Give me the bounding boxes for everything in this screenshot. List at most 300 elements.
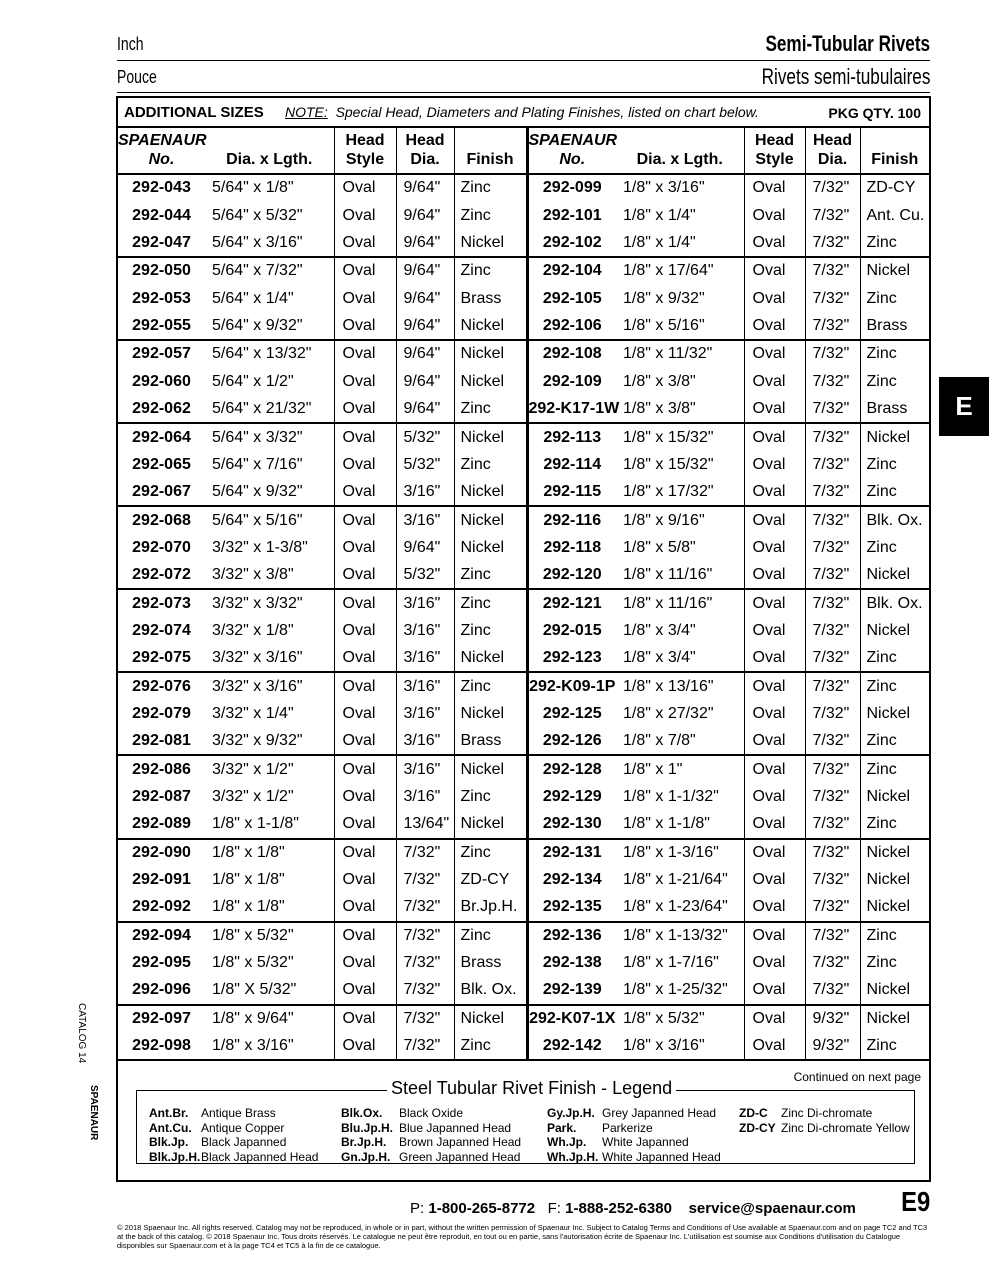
part-number-cell: 292-074	[132, 621, 191, 639]
part-number-cell: 292-129	[527, 783, 616, 811]
head-style-cell: Oval	[744, 839, 805, 867]
legend-entry	[149, 1150, 318, 1165]
head-dia-cell: 3/16"	[396, 589, 454, 617]
part-number-cell: 292-092	[118, 894, 205, 922]
legend-entry	[149, 1121, 318, 1136]
finish-cell: ZD-CY	[860, 174, 929, 202]
part-number-cell: 292-073	[132, 594, 191, 612]
part-number-cell: 292-060	[132, 372, 191, 390]
finish-cell: Nickel	[860, 783, 929, 811]
head-style-cell: Oval	[744, 479, 805, 507]
table-row	[118, 534, 929, 562]
phone-number: 1-800-265-8772	[428, 1200, 536, 1217]
head-style-cell: Oval	[744, 894, 805, 922]
part-number-cell: 292-116	[527, 506, 616, 534]
head-dia-cell: 9/64"	[396, 174, 454, 202]
dia-length-cell: 1/8" x 1"	[623, 760, 683, 778]
head-dia-cell: 7/32"	[805, 451, 860, 479]
part-number-cell: 292-089	[118, 811, 205, 839]
table-row	[118, 423, 929, 451]
table-row	[118, 645, 929, 673]
table-row	[118, 229, 929, 257]
head-dia-cell: 7/32"	[805, 257, 860, 285]
dia-length-cell: 1/8" x 15/32"	[623, 455, 714, 473]
table-row	[118, 479, 929, 507]
head-style-cell: Oval	[744, 174, 805, 202]
head-style-cell: Oval	[744, 396, 805, 424]
table-row	[118, 506, 929, 534]
head-dia-cell: 7/32"	[805, 839, 860, 867]
col-header-finish: Finish	[454, 128, 527, 174]
legend-entry	[547, 1106, 721, 1121]
finish-cell: Nickel	[860, 866, 929, 894]
head-dia-cell: 3/16"	[396, 506, 454, 534]
finish-cell: ZD-CY	[454, 866, 527, 894]
part-number-cell: 292-068	[132, 511, 191, 529]
head-dia-cell: 7/32"	[805, 728, 860, 756]
legend-description: Parkerize	[602, 1120, 653, 1135]
head-dia-cell: 3/16"	[396, 479, 454, 507]
part-number-cell: 292-104	[527, 257, 616, 285]
dia-length-cell: 3/32" x 3/16"	[212, 677, 303, 695]
dia-length-cell: 1/8" x 3/8"	[623, 372, 696, 390]
finish-cell: Zinc	[454, 202, 527, 230]
head-dia-cell: 9/64"	[396, 229, 454, 257]
table-row	[118, 340, 929, 368]
dia-length-cell: 1/8" x 27/32"	[623, 704, 714, 722]
col-header-dia-length: Dia. x Lgth.	[616, 128, 744, 174]
head-style-cell: Oval	[744, 617, 805, 645]
head-dia-cell: 7/32"	[396, 949, 454, 977]
head-dia-cell: 3/16"	[396, 783, 454, 811]
table-row	[118, 866, 929, 894]
head-dia-cell: 7/32"	[805, 285, 860, 313]
legend-abbreviation: Gy.Jp.H.	[547, 1106, 595, 1120]
legend-column	[739, 1106, 910, 1135]
finish-cell: Brass	[860, 312, 929, 340]
legend-column	[341, 1106, 521, 1164]
head-style-cell: Oval	[744, 1032, 805, 1060]
finish-legend	[136, 1078, 915, 1164]
finish-cell: Brass	[454, 949, 527, 977]
dia-length-cell: 1/8" x 9/32"	[623, 289, 705, 307]
part-number-cell: 292-139	[527, 977, 616, 1005]
head-style-cell: Oval	[744, 257, 805, 285]
dia-length-cell: 5/64" x 7/16"	[212, 455, 303, 473]
head-style-cell: Oval	[334, 257, 396, 285]
legend-entry	[341, 1150, 521, 1165]
head-style-cell: Oval	[744, 368, 805, 396]
table-row	[118, 1032, 929, 1060]
head-dia-cell: 13/64"	[396, 811, 454, 839]
head-style-cell: Oval	[334, 174, 396, 202]
legend-description: Antique Brass	[201, 1106, 276, 1120]
head-style-cell: Oval	[334, 839, 396, 867]
head-dia-cell: 7/32"	[805, 949, 860, 977]
dia-length-cell: 3/32" x 1/2"	[212, 787, 294, 805]
legend-description: Antique Copper	[201, 1120, 285, 1135]
table-row	[118, 174, 929, 202]
finish-cell: Nickel	[454, 755, 527, 783]
head-style-cell: Oval	[334, 589, 396, 617]
head-dia-cell: 7/32"	[805, 202, 860, 230]
dia-length-cell: 1/8" x 1/4"	[623, 206, 696, 224]
dia-length-cell: 1/8" x 3/16"	[205, 1032, 334, 1060]
legend-entry	[739, 1121, 910, 1136]
legend-entry	[341, 1106, 521, 1121]
legend-column	[547, 1106, 721, 1164]
part-number-cell: 292-138	[527, 949, 616, 977]
head-style-cell: Oval	[744, 866, 805, 894]
head-dia-cell: 9/64"	[396, 396, 454, 424]
legend-description: Black Oxide	[399, 1106, 464, 1120]
legend-abbreviation: Br.Jp.H.	[341, 1135, 387, 1150]
part-number-cell: 292-095	[132, 954, 191, 972]
legend-description: White Japanned	[602, 1135, 689, 1150]
head-style-cell: Oval	[744, 312, 805, 340]
dia-length-cell: 1/8" x 3/16"	[616, 1032, 744, 1060]
head-dia-cell: 7/32"	[805, 368, 860, 396]
table-row	[118, 202, 929, 230]
finish-cell: Zinc	[454, 922, 527, 950]
fax-label: F:	[547, 1200, 561, 1217]
part-number-cell: 292-076	[132, 677, 191, 695]
finish-cell: Nickel	[454, 645, 527, 673]
dia-length-cell: 3/32" x 3/8"	[205, 562, 334, 590]
head-dia-cell: 3/16"	[396, 617, 454, 645]
table-row	[118, 922, 929, 950]
dia-length-cell: 1/8" x 1/4"	[616, 229, 744, 257]
head-dia-cell: 7/32"	[805, 562, 860, 590]
finish-cell: Nickel	[860, 894, 929, 922]
finish-cell: Zinc	[454, 839, 527, 867]
head-dia-cell: 7/32"	[805, 894, 860, 922]
finish-cell: Nickel	[860, 700, 929, 728]
part-number-cell: 292-072	[118, 562, 205, 590]
dia-length-cell: 1/8" x 1-13/32"	[623, 926, 728, 944]
finish-cell: Zinc	[454, 783, 527, 811]
head-dia-cell: 7/32"	[805, 174, 860, 202]
legend-title: Steel Tubular Rivet Finish - Legend	[387, 1078, 676, 1099]
part-number-cell: 292-K09-1P	[527, 672, 616, 700]
part-number-cell: 292-136	[527, 922, 616, 950]
head-style-cell: Oval	[744, 672, 805, 700]
head-dia-cell: 7/32"	[805, 866, 860, 894]
head-dia-cell: 3/16"	[396, 672, 454, 700]
head-dia-cell: 5/32"	[396, 562, 454, 590]
dia-length-cell: 5/64" x 13/32"	[212, 345, 312, 363]
finish-cell: Zinc	[454, 589, 527, 617]
head-dia-cell: 7/32"	[805, 700, 860, 728]
part-number-cell: 292-130	[527, 811, 616, 839]
head-dia-cell: 7/32"	[805, 617, 860, 645]
part-number-cell: 292-053	[132, 289, 191, 307]
dia-length-cell: 1/8" x 1-25/32"	[616, 977, 744, 1005]
head-style-cell: Oval	[334, 645, 396, 673]
head-dia-cell: 7/32"	[805, 396, 860, 424]
part-number-cell: 292-131	[527, 839, 616, 867]
head-dia-cell: 7/32"	[805, 423, 860, 451]
legend-entry	[341, 1135, 521, 1150]
dia-length-cell: 1/8" x 17/64"	[623, 262, 714, 280]
head-dia-cell: 3/16"	[396, 728, 454, 756]
head-dia-cell: 7/32"	[396, 1005, 454, 1033]
table-row	[118, 396, 929, 424]
table-row	[118, 589, 929, 617]
part-number-cell: 292-K07-1X	[527, 1005, 616, 1033]
legend-entry	[547, 1150, 721, 1165]
dia-length-cell: 1/8" x 5/8"	[623, 538, 696, 556]
table-row	[118, 672, 929, 700]
part-number-cell: 292-044	[132, 206, 191, 224]
dia-length-cell: 3/32" x 1/8"	[212, 621, 294, 639]
finish-cell: Zinc	[860, 811, 929, 839]
table-row	[118, 728, 929, 756]
finish-cell: Nickel	[454, 534, 527, 562]
fax-number: 1-888-252-6380	[565, 1200, 672, 1217]
head-style-cell: Oval	[334, 866, 396, 894]
head-style-cell: Oval	[334, 479, 396, 507]
head-dia-cell: 3/16"	[396, 755, 454, 783]
legend-abbreviation: ZD-C	[739, 1106, 768, 1120]
head-dia-cell: 7/32"	[805, 534, 860, 562]
table-row	[118, 977, 929, 1005]
head-style-cell: Oval	[744, 811, 805, 839]
head-style-cell: Oval	[334, 922, 396, 950]
finish-cell: Zinc	[454, 257, 527, 285]
part-number-cell: 292-098	[118, 1032, 205, 1060]
finish-cell: Brass	[454, 285, 527, 313]
phone-label: P:	[410, 1200, 425, 1217]
table-row	[118, 949, 929, 977]
finish-cell: Nickel	[860, 562, 929, 590]
dia-length-cell: 1/8" x 1-1/8"	[616, 811, 744, 839]
dia-length-cell: 1/8" x 1/8"	[205, 894, 334, 922]
finish-cell: Nickel	[454, 340, 527, 368]
dia-length-cell: 3/32" x 1/4"	[212, 704, 294, 722]
legend-description: Black Japanned	[201, 1135, 287, 1150]
head-style-cell: Oval	[334, 506, 396, 534]
legend-description: Zinc Di-chromate	[781, 1106, 873, 1120]
part-number-cell: 292-087	[132, 787, 191, 805]
legend-entry	[547, 1135, 721, 1150]
part-number-cell: 292-099	[527, 174, 616, 202]
head-dia-cell: 5/32"	[396, 451, 454, 479]
part-number-cell: 292-067	[118, 479, 205, 507]
part-number-cell: 292-094	[132, 926, 191, 944]
head-dia-cell: 3/16"	[396, 645, 454, 673]
head-style-cell: Oval	[744, 922, 805, 950]
part-number-cell: 292-097	[132, 1009, 191, 1027]
col-header-number: SPAENAUR No.	[527, 128, 616, 174]
part-number-cell: 292-101	[527, 202, 616, 230]
table-row	[118, 700, 929, 728]
part-number-cell: 292-057	[132, 345, 191, 363]
head-style-cell: Oval	[334, 1005, 396, 1033]
dia-length-cell: 3/32" x 9/32"	[205, 728, 334, 756]
col-header-head-style: Head Style	[744, 128, 805, 174]
part-number-cell: 292-135	[527, 894, 616, 922]
head-style-cell: Oval	[744, 506, 805, 534]
finish-cell: Brass	[860, 396, 929, 424]
head-dia-cell: 9/32"	[805, 1032, 860, 1060]
dia-length-cell: 1/8" x 9/16"	[623, 511, 705, 529]
dia-length-cell: 1/8" x 17/32"	[616, 479, 744, 507]
head-dia-cell: 9/64"	[396, 534, 454, 562]
note-text: Special Head, Diameters and Plating Finishes, listed on chart below.	[335, 104, 759, 120]
head-style-cell: Oval	[744, 423, 805, 451]
finish-cell: Br.Jp.H.	[454, 894, 527, 922]
dia-length-cell: 1/8" x 1/8"	[212, 871, 285, 889]
dia-length-cell: 1/8" x 5/32"	[212, 954, 294, 972]
legend-description: Green Japanned Head	[399, 1149, 521, 1164]
head-dia-cell: 7/32"	[805, 645, 860, 673]
head-style-cell: Oval	[744, 589, 805, 617]
legend-column	[149, 1106, 318, 1164]
head-style-cell: Oval	[334, 340, 396, 368]
head-dia-cell: 7/32"	[396, 1032, 454, 1060]
additional-sizes-bar	[118, 98, 929, 128]
finish-cell: Zinc	[454, 451, 527, 479]
dia-length-cell: 5/64" x 21/32"	[205, 396, 334, 424]
note	[285, 104, 759, 120]
table-row	[118, 755, 929, 783]
header-rule-top	[117, 60, 930, 61]
table-row	[118, 839, 929, 867]
head-dia-cell: 7/32"	[396, 839, 454, 867]
finish-cell: Zinc	[454, 562, 527, 590]
header-inch: Inch	[117, 34, 144, 54]
dia-length-cell: 1/8" x 1-7/16"	[623, 954, 719, 972]
dia-length-cell: 1/8" x 3/8"	[616, 396, 744, 424]
part-number-cell: 292-070	[132, 538, 191, 556]
head-style-cell: Oval	[744, 451, 805, 479]
head-style-cell: Oval	[334, 285, 396, 313]
head-dia-cell: 7/32"	[805, 672, 860, 700]
dia-length-cell: 5/64" x 5/32"	[212, 206, 303, 224]
part-number-cell: 292-090	[132, 843, 191, 861]
package-quantity: PKG QTY. 100	[828, 105, 921, 121]
finish-cell: Nickel	[454, 312, 527, 340]
finish-cell: Nickel	[860, 839, 929, 867]
head-style-cell: Oval	[334, 949, 396, 977]
finish-cell: Zinc	[860, 672, 929, 700]
part-number-cell: 292-114	[527, 451, 616, 479]
additional-sizes-label: ADDITIONAL SIZES	[124, 104, 264, 121]
head-style-cell: Oval	[334, 312, 396, 340]
head-style-cell: Oval	[334, 755, 396, 783]
finish-cell: Zinc	[860, 285, 929, 313]
head-dia-cell: 9/64"	[396, 312, 454, 340]
finish-cell: Zinc	[860, 755, 929, 783]
continued-note: Continued on next page	[793, 1070, 921, 1084]
part-number-cell: 292-113	[527, 423, 616, 451]
table-row	[118, 451, 929, 479]
copyright-notice: © 2018 Spaenaur Inc. All rights reserved. Catalog may not be reproduced, in whole or in part, without the written permission of Spaenaur Inc. Subject to Catalog Terms and Conditions of Use available at Spaenaur.com and on page TC2 and TC3 at the back of this catalog. © 2018 Spaenaur Inc. Tous droits réservés. Le catalogue ne peut être reproduit, en tout ou en partie, sans l'autorisation écrite de Spaenaur Inc. L'utilisation est soumise aux Conditions d'utilisation du Catalogue disponibles sur Spaenaur.com et à la page TC4 et TC5 à la fin de ce catalogue.	[117, 1223, 928, 1250]
part-number-cell: 292-050	[132, 262, 191, 280]
head-style-cell: Oval	[334, 562, 396, 590]
part-number-cell: 292-121	[527, 589, 616, 617]
part-number-cell: 292-062	[118, 396, 205, 424]
dia-length-cell: 5/64" x 3/16"	[205, 229, 334, 257]
part-number-cell: 292-123	[527, 645, 616, 673]
head-dia-cell: 7/32"	[805, 755, 860, 783]
dia-length-cell: 1/8" x 1/8"	[212, 843, 285, 861]
head-style-cell: Oval	[334, 534, 396, 562]
table-row	[118, 783, 929, 811]
table-row	[118, 562, 929, 590]
dia-length-cell: 5/64" x 1/2"	[212, 372, 294, 390]
legend-description: Zinc Di-chromate Yellow	[781, 1120, 910, 1135]
header-pouce: Pouce	[117, 67, 157, 87]
dia-length-cell: 3/32" x 3/32"	[212, 594, 303, 612]
dia-length-cell: 1/8" x 1-1/8"	[205, 811, 334, 839]
finish-cell: Nickel	[454, 506, 527, 534]
dia-length-cell: 5/64" x 5/16"	[212, 511, 303, 529]
dia-length-cell: 1/8" x 5/16"	[616, 312, 744, 340]
part-number-cell: 292-086	[132, 760, 191, 778]
head-dia-cell: 7/32"	[396, 866, 454, 894]
head-style-cell: Oval	[334, 368, 396, 396]
part-number-cell: 292-047	[118, 229, 205, 257]
head-dia-cell: 9/64"	[396, 340, 454, 368]
legend-description: Grey Japanned Head	[602, 1106, 717, 1120]
finish-cell: Nickel	[454, 479, 527, 507]
dia-length-cell: 1/8" x 3/4"	[623, 621, 696, 639]
dia-length-cell: 1/8" x 1-21/64"	[623, 871, 728, 889]
dia-length-cell: 1/8" x 3/4"	[616, 645, 744, 673]
table-row	[118, 894, 929, 922]
head-style-cell: Oval	[744, 285, 805, 313]
rivet-table-body	[118, 174, 929, 1060]
head-style-cell: Oval	[334, 451, 396, 479]
dia-length-cell: 1/8" x 5/32"	[623, 1009, 705, 1027]
dia-length-cell: 1/8" x 13/16"	[623, 677, 714, 695]
legend-abbreviation: Blk.Jp.	[149, 1135, 189, 1150]
finish-cell: Blk. Ox.	[860, 589, 929, 617]
dia-length-cell: 5/64" x 1/8"	[212, 179, 294, 197]
part-number-cell: 292-075	[118, 645, 205, 673]
head-style-cell: Oval	[744, 977, 805, 1005]
dia-length-cell: 1/8" x 11/16"	[616, 562, 744, 590]
head-dia-cell: 5/32"	[396, 423, 454, 451]
head-style-cell: Oval	[334, 728, 396, 756]
legend-abbreviation: Gn.Jp.H.	[341, 1149, 391, 1164]
table-row	[118, 617, 929, 645]
legend-abbreviation: Wh.Jp.	[547, 1135, 587, 1150]
legend-description: Blue Japanned Head	[399, 1120, 512, 1135]
dia-length-cell: 1/8" x 3/16"	[623, 179, 705, 197]
head-style-cell: Oval	[334, 423, 396, 451]
finish-cell: Nickel	[860, 423, 929, 451]
spaenaur-logo: SPAENAUR	[88, 1085, 99, 1141]
head-dia-cell: 7/32"	[805, 977, 860, 1005]
head-dia-cell: 3/16"	[396, 700, 454, 728]
finish-cell: Zinc	[860, 451, 929, 479]
head-dia-cell: 7/32"	[805, 340, 860, 368]
dia-length-cell: 1/8" x 15/32"	[623, 428, 714, 446]
legend-entry	[739, 1106, 910, 1121]
head-dia-cell: 7/32"	[805, 229, 860, 257]
finish-cell: Ant. Cu.	[860, 202, 929, 230]
head-dia-cell: 9/64"	[396, 285, 454, 313]
head-style-cell: Oval	[334, 977, 396, 1005]
page-subtitle: Rivets semi-tubulaires	[761, 64, 930, 89]
finish-cell: Nickel	[454, 423, 527, 451]
legend-entry	[149, 1106, 318, 1121]
finish-cell: Zinc	[454, 174, 527, 202]
head-style-cell: Oval	[744, 645, 805, 673]
